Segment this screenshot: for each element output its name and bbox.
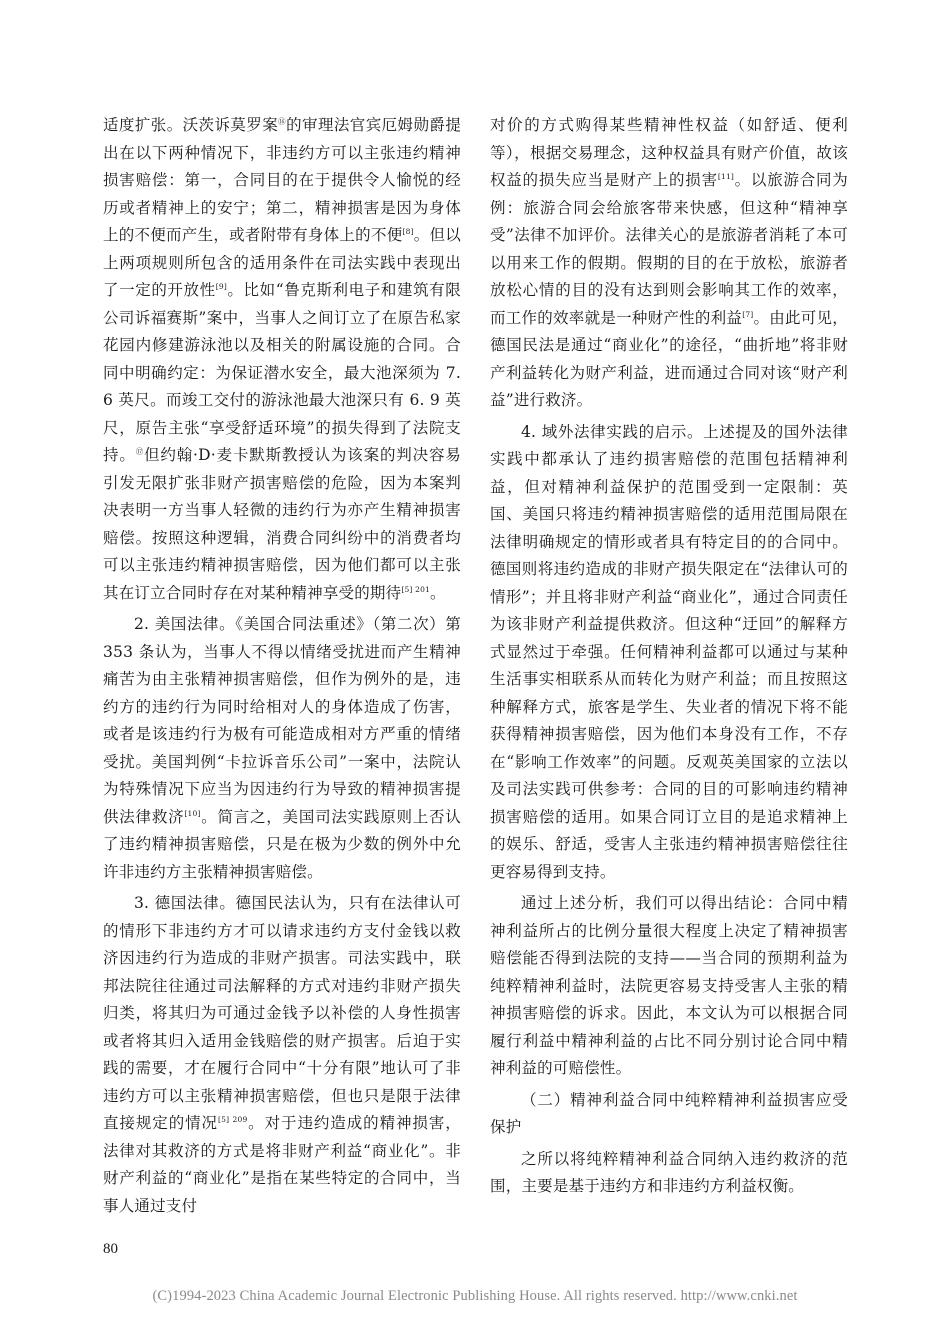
footnote-marker: ⑰ bbox=[135, 447, 145, 456]
citation-marker: [8] bbox=[402, 227, 414, 236]
paragraph-us-law: 2. 美国法律。《美国合同法重述》（第二次）第 353 条认为，当事人不得以情绪受扰进而产生精神痛苦为由主张精神损害赔偿，但作为例外的是，违约方的违约行为同时给相对人的身体造成了伤害，或者是该违约行为极有可能造成相对方严重的情绪受扰。美国判例“卡拉诉音乐公司”一案中，法院认为特殊情况下应当为因违约行为导致的精神损害提供法律救济[10]。简言之，美国司法实践原则上否认了违约精神损害赔偿，只是在极为少数的例外中允许非违约方主张精神损害赔偿。 bbox=[103, 615, 461, 881]
copyright-footer: (C)1994-2023 China Academic Journal Electronic Publishing House. All rights reserved. http://www.cnki.net bbox=[152, 1288, 798, 1304]
right-column bbox=[490, 112, 848, 1201]
citation-marker: [5] 209 bbox=[217, 1115, 248, 1124]
paragraph-pure-spiritual: 之所以将纯粹精神利益合同纳入违约救济的范围，主要是基于违约方和非违约方利益权衡。 bbox=[490, 1149, 848, 1195]
citation-marker: [9] bbox=[215, 282, 227, 291]
page-number: 80 bbox=[103, 1241, 118, 1257]
citation-marker: [7] bbox=[742, 309, 754, 319]
section-heading: （二）精神利益合同中纯粹精神利益损害应受保护 bbox=[490, 1090, 848, 1136]
footnote-marker: ⑯ bbox=[278, 117, 287, 126]
citation-marker: [11] bbox=[717, 172, 735, 181]
paragraph-left-1: 适度扩张。沃茨诉莫罗案⑯的审理法官宾厄姆勋爵提出在以下两种情况下，非违约方可以主张违约精神损害赔偿：第一，合同目的在于提供令人愉悦的经历或者精神上的安宁；第二，精神损害是因为身体上的不便而产生，或者附带有身体上的不便[8]。但以上两项规则所包含的适用条件在司法实践中表现出了一定的开放性[9]。比如“鲁克斯利电子和建筑有限公司诉福赛斯”案中，当事人之间订立了在原告私家花园内修建游泳池以及相关的附属设施的合同。合同中明确约定：为保证潜水安全，最大池深须为 7. 6 英尺。而竣工交付的游泳池最大池深只有 6. 9 英尺，原告主张“享受舒适环境”的损失得到了法院支持。⑰但约翰·D·麦卡默斯教授认为该案的判决容易引发无限扩张非财产损害赔偿的危险，因为本案判决表明一方当事人轻微的违约行为亦产生精神损害赔偿。按照这种逻辑，消费合同纠纷中的消费者均可以主张违约精神损害赔偿，因为他们都可以主张其在订立合同时存在对某种精神享受的期待$^{[5] 201}$。 bbox=[103, 116, 462, 602]
paragraph-german-law: 3. 德国法律。德国民法认为，只有在法律认可的情形下非违约方才可以请求违约方支付金钱以救济因违约行为造成的非财产损害。司法实践中，联邦法院往往通过司法解释的方式对违约非财产损失归类，将其归为可通过金钱予以补偿的人身性损害或者将其归入适用金钱赔偿的财产损害。后迫于实践的需要，才在履行合同中“十分有限”地认可了非违约方可以主张精神损害赔偿，但也只是限于法律直接规定的情况$^{[5] 209}$。对于违约造成的精神损害，法律对其救济的方式是将非财产利益“商业化”。非财产利益的“商业化”是指在某些特定的合同中，当事人通过支付 bbox=[103, 894, 461, 1215]
citation-marker: [5] 201 bbox=[401, 584, 431, 594]
citation-marker: [10] bbox=[184, 808, 201, 818]
paragraph-conclusion: 通过上述分析，我们可以得出结论：合同中精神利益所占的比例分量很大程度上决定了精神损害赔偿能否得到法院的支持——当合同的预期利益为纯粹精神利益时，法院更容易支持受害人主张的精神损害赔偿的诉求。因此，本文认为可以根据合同履行利益中精神利益的占比不同分别讨论合同中精神利益的可赔偿性。 bbox=[490, 894, 848, 1077]
paragraph-foreign-practice: 4. 域外法律实践的启示。上述提及的国外法律实践中都承认了违约损害赔偿的范围包括精神利益，但对精神利益保护的范围受到一定限制：英国、美国只将违约精神损害赔偿的适用范围局限在法律明确规定的情形或者具有特定目的的合同中。德国则将违约造成的非财产损失限定在“法律认可的情形”；并且将非财产利益“商业化”，通过合同责任为该非财产利益提供救济。但这种“迂回”的解释方式显然过于牵强。任何精神利益都可以通过与某种生活事实相联系从而转化为财产利益；而且按照这种解释方式，旅客是学生、失业者的情况下将不能获得精神损害赔偿，因为他们本身没有工作，不存在“影响工作效率”的问题。反观英美国家的立法以及司法实践可供参考：合同的目的可影响违约精神损害赔偿的适用。如果合同订立目的是追求精神上的娱乐、舒适，受害人主张违约精神损害赔偿往往更容易得到支持。 bbox=[490, 422, 848, 881]
left-column bbox=[103, 112, 461, 1220]
paragraph-right-1: 对价的方式购得某些精神性权益（如舒适、便利等），根据交易理念，这种权益具有财产价值，故该权益的损失应当是财产上的损害[11]。以旅游合同为例：旅游合同会给旅客带来快感，但这种“精神享受”法律不加评价。法律关心的是旅游者消耗了本可以用来工作的假期。假期的目的在于放松，旅游者放松心情的目的没有达到则会影响其工作的效率，而工作的效率就是一种财产性的利益[7]。由此可见，德国民法是通过“商业化”的途径，“曲折地”将非财产利益转化为财产利益，进而通过合同对该“财产利益”进行救济。 bbox=[490, 116, 849, 409]
